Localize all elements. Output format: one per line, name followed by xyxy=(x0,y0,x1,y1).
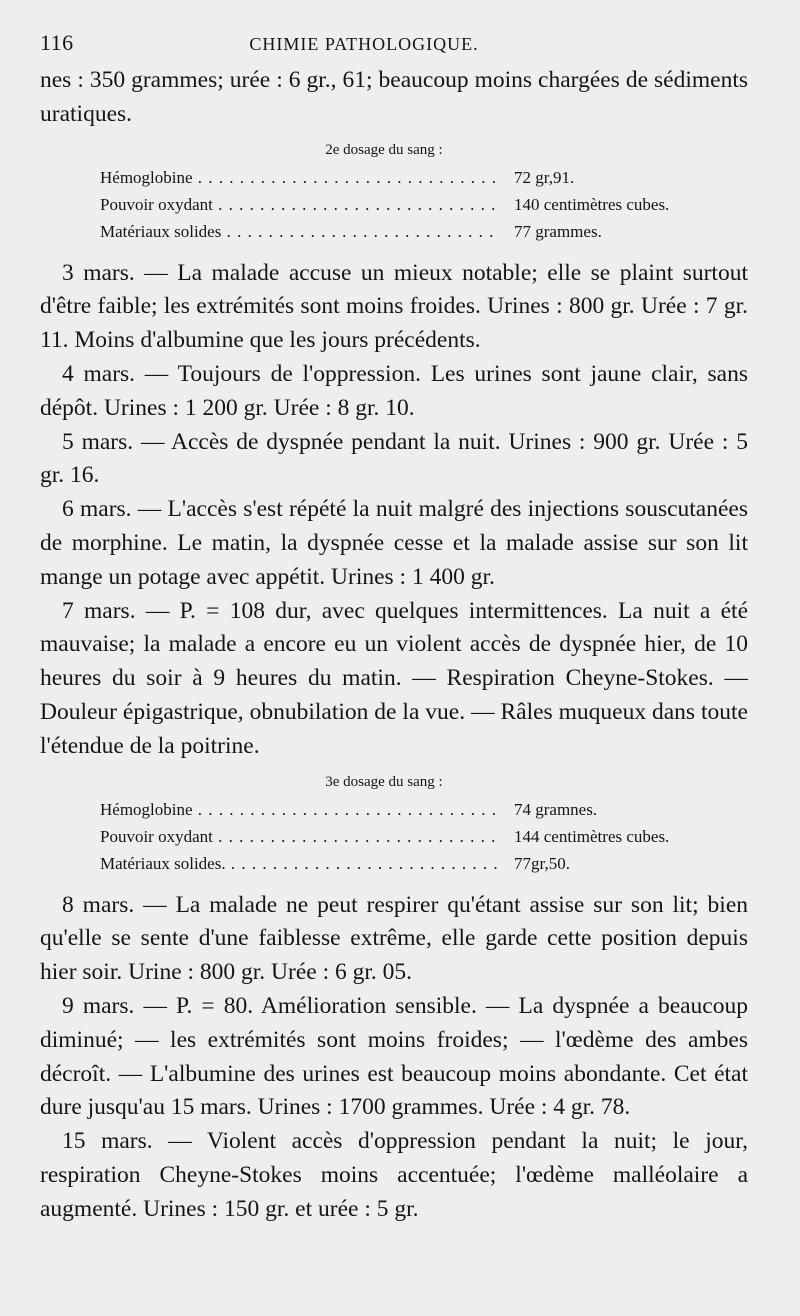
dosage-table-3 xyxy=(100,774,748,877)
dosage-value: 74 gramnes. xyxy=(514,799,598,819)
dosage-row xyxy=(100,796,748,823)
dosage-row xyxy=(100,823,748,850)
dosage-value: 140 centimètres cubes. xyxy=(514,194,670,214)
entry-paragraph: 7 mars. — P. = 108 dur, avec quelques intermittences. La nuit a été mauvaise; la malade a encore eu un violent accès de dyspnée hier, de 10 heures du soir à 9 heures du matin. — Respiration Cheyne-Stokes. — Douleur épigastrique, obnubilation de la vue. — Râles muqueux dans toute l'étendue de la poitrine. xyxy=(40,597,748,759)
dosage-label: Pouvoir oxydant . . . xyxy=(100,823,500,850)
dosage-row xyxy=(100,191,748,218)
entry-paragraph: 4 mars. — Toujours de l'oppression. Les urines sont jaune clair, sans dépôt. Urines : 1 200 gr. Urée : 8 gr. 10. xyxy=(40,360,748,421)
intro-paragraph: nes : 350 grammes; urée : 6 gr., 61; beaucoup moins chargées de sédiments uratiques. xyxy=(40,67,748,127)
dosage-title: 2e dosage du sang : xyxy=(325,141,443,158)
page-number: 116 xyxy=(40,30,74,55)
entry-paragraph: 5 mars. — Accès de dyspnée pendant la nuit. Urines : 900 gr. Urée : 5 gr. 16. xyxy=(40,428,748,489)
dosage-value: 77gr,50. xyxy=(514,853,570,873)
entry-paragraph: 9 mars. — P. = 80. Amélioration sensible. — La dyspnée a beaucoup diminué; — les extrémités sont moins froides; — l'œdème des ambes décroît. — L'albumine des urines est beaucoup moins abondante. Cet état dure jusqu'au 15 mars. Urines : 1700 grammes. Urée : 4 gr. 78. xyxy=(40,992,748,1121)
running-title: CHIMIE PATHOLOGIQUE. xyxy=(249,34,479,54)
page-header xyxy=(40,30,748,64)
dosage-value: 144 centimètres cubes. xyxy=(514,826,670,846)
dosage-row xyxy=(100,164,748,191)
entry-paragraph: 8 mars. — La malade ne peut respirer qu'étant assise sur son lit; bien qu'elle se sente d'une faiblesse extrême, elle garde cette position depuis hier soir. Urine : 800 gr. Urée : 6 gr. 05. xyxy=(40,891,748,986)
entry-paragraph: 3 mars. — La malade accuse un mieux notable; elle se plaint surtout d'être faible; les extrémités sont moins froides. Urines : 800 gr. Urée : 7 gr. 11. Moins d'albumine que les jours précédents. xyxy=(40,259,748,354)
dosage-value: 77 grammes. xyxy=(514,221,602,241)
entry-paragraph: 6 mars. — L'accès s'est répété la nuit malgré des injections souscutanées de morphine. Le matin, la dyspnée cesse et la malade assise sur son lit mange un potage avec appétit. Urines : 1 400 gr. xyxy=(40,496,748,590)
dosage-label: Matériaux solides. . . . xyxy=(100,850,500,877)
entry-paragraph: 15 mars. — Violent accès d'oppression pendant la nuit; le jour, respiration Cheyne-Stokes moins accentuée; l'œdème malléolaire a augmenté. Urines : 150 gr. et urée : 5 gr. xyxy=(40,1128,748,1222)
dosage-row xyxy=(100,850,748,877)
dosage-label: Matériaux solides . . . xyxy=(100,218,500,245)
dosage-value: 72 gr,91. xyxy=(514,167,575,187)
dosage-title: 3e dosage du sang : xyxy=(325,773,443,790)
dosage-label: Hémoglobine . . . xyxy=(100,796,500,823)
dosage-table-2 xyxy=(100,142,748,245)
dosage-label: Hémoglobine . . . xyxy=(100,164,500,191)
dosage-label: Pouvoir oxydant . . . xyxy=(100,191,500,218)
dosage-row xyxy=(100,218,748,245)
